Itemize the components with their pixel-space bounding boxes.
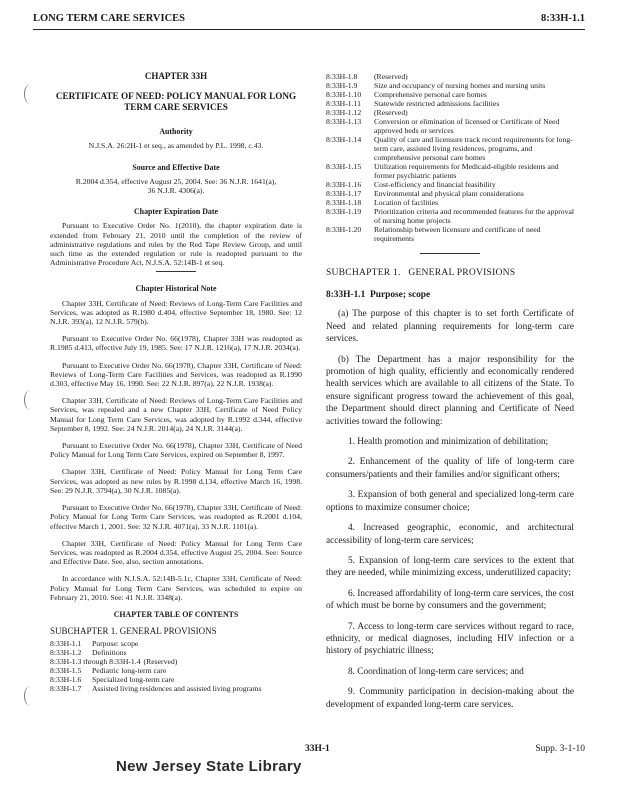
toc-number: 8:33H-1.15 (326, 162, 362, 171)
toc-number: 8:33H-1.7 (50, 684, 82, 694)
source-heading: Source and Effective Date (132, 162, 220, 172)
toc-item (326, 180, 574, 189)
history-heading: Chapter Historical Note (135, 284, 217, 294)
section-number: 8:33H-1.1 (326, 290, 366, 301)
toc-item (326, 189, 574, 198)
list-item: 4. Increased geographic, economic, and architectural accessibility of long-term care services; (326, 523, 574, 546)
toc-number: 8:33H-1.13 (326, 117, 362, 126)
toc-text: Environmental and physical plant considerations (374, 189, 524, 198)
authority-heading: Authority (159, 127, 193, 137)
punch-hole-mark (24, 390, 37, 410)
toc-item (326, 99, 574, 108)
toc-text: (Reserved) (374, 108, 408, 117)
history-note: Chapter 33H, Certificate of Need: Policy Manual for Long Term Care Services, was adopted as new rules by R.1998 d.134, effective March 16, 1998. See: 29 N.J.R. 3794(a), 30 N.J.R. 1085(a). (50, 467, 302, 495)
toc-number: 8:33H-1.5 (50, 666, 82, 676)
toc-text: Size and occupancy of nursing homes and nursing units (374, 81, 546, 90)
list-item: 2. Enhancement of the quality of life of long-term care consumers/patients and their families and/or significant others; (326, 457, 574, 480)
chapter-title: CERTIFICATE OF NEED: POLICY MANUAL FOR LONG TERM CARE SERVICES (55, 91, 297, 113)
history-note: Chapter 33H, Certificate of Need: Policy Manual for Long Term Care Services, was readopted as R.2004 d.354, effective August 25, 2004. See: Source and Effective Date. See, also, section annotations. (50, 538, 302, 567)
left-column (50, 72, 302, 693)
toc-item (326, 225, 574, 243)
list-item: 1. Health promotion and minimization of debilitation; (348, 437, 549, 448)
header-title: LONG TERM CARE SERVICES (33, 13, 186, 24)
toc-number: 8:33H-1.9 (326, 81, 358, 90)
toc-text: Specialized long-term care (92, 675, 175, 685)
authority-text: N.J.S.A. 26:2H-1 et seq., as amended by P.L. 1998, c.43. (88, 141, 264, 151)
toc-number: 8:33H-1.10 (326, 90, 362, 99)
paragraph-a: (a) The purpose of this chapter is to set forth Certificate of Need and related planning requirements for long-term care services. (326, 309, 574, 345)
section-divider (156, 271, 196, 272)
toc-number: 8:33H-1.16 (326, 180, 362, 189)
toc-item (326, 81, 574, 90)
toc-item (326, 90, 574, 99)
punch-hole-mark (24, 84, 37, 104)
toc-item (326, 117, 574, 135)
history-note: In accordance with N.J.S.A. 52:14B-5.1c, Chapter 33H, Certificate of Need: Policy Manual for Long Term Care Services, was scheduled to expire on February 21, 2010. See: 41 N.J.R. 3348(a). (50, 574, 302, 602)
toc-subchapter: SUBCHAPTER 1. GENERAL PROVISIONS (50, 626, 217, 637)
toc-text: Conversion or elimination of licensed or Certificate of Need approved beds or services (374, 117, 560, 135)
toc-number: 8:33H-1.17 (326, 189, 362, 198)
section-divider (420, 253, 480, 254)
toc-item (50, 648, 302, 657)
expiration-heading: Chapter Expiration Date (133, 207, 219, 217)
list-item: 5. Expansion of long-term care services to the extent that they are needed, while minimizing excess, underutilized capacity; (326, 555, 574, 579)
toc-number: 8:33H-1.14 (326, 135, 362, 144)
toc-number: 8:33H-1.2 (50, 648, 82, 658)
chapter-number: CHAPTER 33H (144, 71, 208, 81)
list-item: 6. Increased affordability of long-term care services, the cost of which must be borne by consumers and the government; (326, 588, 574, 612)
toc-number: 8:33H-1.8 (326, 72, 358, 81)
toc-text: (Reserved) (143, 657, 178, 667)
header-rule (33, 29, 585, 30)
section-title (326, 291, 574, 300)
list-item: 9. Community participation in decision-making about the development of expanded long-term care services. (326, 687, 574, 710)
toc-number: 8:33H-1.20 (326, 225, 362, 234)
toc-item (326, 162, 574, 180)
library-stamp: New Jersey State Library (116, 758, 302, 775)
toc-heading: CHAPTER TABLE OF CONTENTS (113, 609, 239, 619)
toc-item (326, 135, 574, 162)
source-text: R.2004 d.354, effective August 25, 2004. See: 36 N.J.R. 1641(a), 36 N.J.R. 4306(a). (75, 176, 277, 196)
toc-item (326, 108, 574, 117)
toc-text: Statewide restricted admissions facilities (374, 99, 500, 108)
toc-number: 8:33H-1.1 (50, 639, 82, 649)
right-column (326, 72, 574, 719)
history-note: Pursuant to Executive Order No. 66(1978), Chapter 33H, Certificate of Need Policy Manual for Long Term Care Services, expired on September 8, 1997. (50, 441, 302, 460)
toc-text: Cost-efficiency and financial feasibility (374, 180, 496, 189)
history-note: Pursuant to Executive Order No. 66(1978), Chapter 33H, Certificate of Need: Reviews of Long-Term Care Facilities and Services, was readopted as R.1990 d.303, effective May 16, 1990. See: 22 N.J.R. 897(a), 22 N.J.R. 1938(a). (50, 360, 302, 389)
toc-item (326, 198, 574, 207)
paragraph-b: (b) The Department has a major responsibility for the promotion of high quality, efficiently and economically rendered health services which are available to all citizens of the State. To ensure significant progress toward the achievement of this goal, the Department should direct planning and Certificate of Need activities toward the following: (326, 354, 574, 427)
toc-number: 8:33H-1.6 (50, 675, 82, 685)
toc-item (50, 666, 302, 675)
toc-number: 8:33H-1.18 (326, 198, 362, 207)
toc-item (50, 639, 302, 648)
list-item: 3. Expansion of both general and specialized long-term care options to maximize consumer choice; (326, 490, 574, 513)
toc-text: Utilization requirements for Medicaid-eligible residents and former psychiatric patients (374, 162, 559, 180)
history-note: Pursuant to Executive Order No. 66(1978), Chapter 33H was readopted as R.1985 d.413, effective July 19, 1985. See: 17 N.J.R. 1216(a), 17 N.J.R. 2034(a). (50, 334, 302, 353)
toc-item (50, 684, 302, 693)
punch-hole-mark (24, 686, 37, 706)
toc-text: Pediatric long-term care (92, 666, 167, 676)
toc-number: 8:33H-1.11 (326, 99, 361, 108)
toc-text: (Reserved) (374, 72, 408, 81)
toc-item (326, 72, 574, 81)
list-item: 8. Coordination of long-term care services; and (348, 666, 524, 677)
header-section: 8:33H-1.1 (540, 13, 585, 24)
history-note: Chapter 33H, Certificate of Need: Reviews of Long-Term Care Facilities and Services, was repealed and a new Chapter 33H, Certificate of Need Policy Manual for Long Term Care Services, was adopted by R.1992 d.344, effective September 8, 1992. See: 24 N.J.R. 2014(a), 24 N.J.R. 3144(a). (50, 396, 302, 433)
expiration-text: Pursuant to Executive Order No. 1(2010), the chapter expiration date is extended from February 21, 2010 until the completion of the review of administrative regulations and rules by the Red Tape Review Group, and until such time as the extended regulation or rule is readopted pursuant to the Administrative Procedure Act, N.J.S.A. 52:14B-1 et seq. (50, 221, 302, 268)
toc-text: Quality of care and licensure track record requirements for long-term care, assisted living residences, programs, and comprehensive personal care homes (374, 135, 573, 162)
toc-item (50, 675, 302, 684)
history-note: Chapter 33H, Certificate of Need: Reviews of Long-Term Care Facilities and Services, was adopted as R.1980 d.404, effective September 18, 1980. See: 12 N.J.R. 393(a), 12 N.J.R. 579(b). (50, 298, 302, 327)
toc-item (326, 207, 574, 225)
toc-text: Location of facilities (374, 198, 439, 207)
history-note: Pursuant to Executive Order No. 66(1978), Chapter 33H, Certificate of Need: Policy Manual for Long Term Care Services, was readopted as R.2001 d.104, effective March 1, 2001. See: 32 N.J.R. 4071(a), 33 N.J.R. 1101(a). (50, 503, 302, 531)
page-number: 33H-1 (305, 744, 330, 754)
supplement-date: Supp. 3-1-10 (535, 744, 585, 754)
toc-number: 8:33H-1.12 (326, 108, 362, 117)
section-name: Purpose; scope (370, 290, 431, 301)
toc-text: Assisted living residences and assisted living programs (92, 684, 262, 694)
toc-item (50, 657, 302, 666)
toc-text: Definitions (92, 648, 127, 658)
toc-text: Prioritization criteria and recommended features for the approval of nursing home projects (374, 207, 575, 225)
toc-text: Comprehensive personal care homes (374, 90, 487, 99)
toc-text: Purpose: scope (92, 639, 139, 649)
list-item: 7. Access to long-term care services without regard to race, ethnicity, or medical diagnoses, including HIV infection or a history of psychiatric illness; (326, 621, 574, 657)
subchapter-title: SUBCHAPTER 1. GENERAL PROVISIONS (326, 267, 516, 278)
toc-number: 8:33H-1.3 through 8:33H-1.4 (50, 657, 141, 667)
toc-number: 8:33H-1.19 (326, 207, 362, 216)
toc-text: Relationship between licensure and certificate of need requirements (374, 225, 541, 243)
running-header (33, 13, 585, 29)
